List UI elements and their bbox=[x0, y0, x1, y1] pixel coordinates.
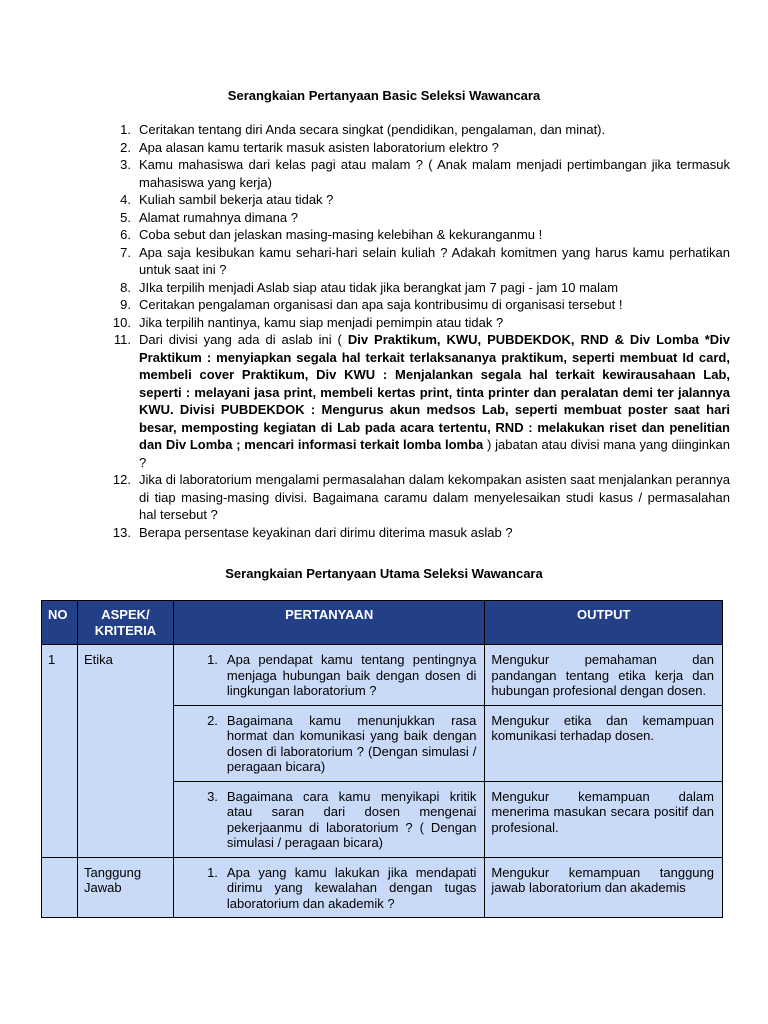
cell-question bbox=[173, 645, 485, 706]
item-text: Coba sebut dan jelaskan masing-masing kelebihan & kekuranganmu ! bbox=[139, 227, 543, 242]
item-number: 9. bbox=[120, 297, 131, 312]
item-text: JIka terpilih menjadi Aslab siap atau tidak jika berangkat jam 7 pagi - jam 10 malam bbox=[139, 279, 619, 295]
question-number: 1. bbox=[207, 864, 218, 880]
item-number: 2. bbox=[120, 139, 131, 155]
list-item bbox=[38, 226, 730, 244]
cell-question bbox=[173, 781, 485, 857]
table-row bbox=[42, 857, 723, 918]
cell-aspek: Etika bbox=[77, 645, 173, 858]
item-number: 11. bbox=[113, 332, 131, 347]
item-text-bold: Div Praktikum, KWU, PUBDEKDOK, RND & Div Lomba *Div Praktikum : menyiapkan segala hal terkait terlaksananya praktikum, seperti membuat Id card, membeli cover Praktikum, Div KWU : Menjalankan segala hal terkait kewirausahaan Lab, seperti : melayani jasa print, membeli kertas print, tinta printer dan peralatan demi ter jalannya KWU. Divisi PUBDEKDOK : Mengurus akun medsos Lab, seperti membuat poster saat hari besar, memposting kegiatan di Lab pada acara tertentu, RND : melakukan riset dan penelitian dan Div Lomba ; mencari informasi terkait lomba lomba bbox=[139, 332, 730, 452]
list-item bbox=[38, 296, 730, 314]
list-item bbox=[38, 191, 730, 209]
item-number: 6. bbox=[120, 227, 131, 242]
header-aspek: ASPEK/ KRITERIA bbox=[77, 601, 173, 645]
table-header-row bbox=[42, 601, 723, 645]
item-text: Alamat rumahnya dimana ? bbox=[139, 209, 298, 225]
list-item bbox=[38, 244, 730, 279]
list-item bbox=[38, 314, 730, 332]
item-number: 8. bbox=[120, 279, 131, 295]
main-questions-title: Serangkaian Pertanyaan Utama Seleksi Wawancara bbox=[225, 566, 543, 581]
list-item bbox=[38, 121, 730, 139]
list-item bbox=[38, 524, 730, 542]
basic-questions-list bbox=[38, 121, 730, 541]
item-text-pre: Dari divisi yang ada di aslab ini ( bbox=[139, 332, 348, 347]
list-item bbox=[38, 471, 730, 524]
cell-output: Mengukur kemampuan tanggung jawab laboratorium dan akademis bbox=[485, 857, 723, 918]
list-item bbox=[38, 156, 730, 191]
question-number: 1. bbox=[207, 652, 218, 667]
question-text: Apa yang kamu lakukan jika mendapati dirimu yang kewalahan dengan tugas laboratorium dan akademik ? bbox=[226, 864, 477, 911]
item-number: 10. bbox=[112, 314, 131, 330]
list-item bbox=[38, 209, 730, 227]
cell-question bbox=[173, 857, 485, 918]
cell-no bbox=[42, 857, 78, 918]
item-number: 13. bbox=[112, 524, 131, 540]
question-number: 2. bbox=[207, 712, 218, 728]
question-text: Bagaimana cara kamu menyikapi kritik atau saran dari dosen mengenai pekerjaanmu di laboratorium ? ( Dengan simulasi / peragaan bicara) bbox=[226, 788, 477, 850]
question-text: Bagaimana kamu menunjukkan rasa hormat dan komunikasi yang baik dengan dosen di laboratorium ? (Dengan simulasi / peragaan bicara) bbox=[226, 712, 477, 774]
basic-questions-title: Serangkaian Pertanyaan Basic Seleksi Wawancara bbox=[227, 88, 541, 103]
main-questions-table bbox=[41, 600, 723, 918]
item-number: 12. bbox=[112, 472, 131, 487]
list-item bbox=[38, 331, 730, 471]
header-no: NO bbox=[42, 601, 78, 645]
question-text: Apa pendapat kamu tentang pentingnya menjaga hubungan baik dengan dosen di lingkungan laboratorium ? bbox=[226, 652, 477, 698]
item-text: Ceritakan pengalaman organisasi dan apa saja kontribusimu di organisasi tersebut ! bbox=[139, 297, 623, 312]
item-text: Berapa persentase keyakinan dari dirimu diterima masuk aslab ? bbox=[139, 524, 513, 540]
cell-question bbox=[173, 705, 485, 781]
header-output: OUTPUT bbox=[485, 601, 723, 645]
header-pertanyaan: PERTANYAAN bbox=[173, 601, 485, 645]
table-row bbox=[42, 645, 723, 706]
item-text: Kuliah sambil bekerja atau tidak ? bbox=[139, 192, 334, 207]
item-text-post: ) jabatan atau divisi mana yang diinginkan ? bbox=[139, 437, 730, 470]
cell-no: 1 bbox=[42, 645, 78, 858]
item-text: Ceritakan tentang diri Anda secara singkat (pendidikan, pengalaman, dan minat). bbox=[139, 122, 606, 137]
item-number: 1. bbox=[120, 122, 131, 137]
item-text: Jika di laboratorium mengalami permasalahan dalam kekompakan asisten saat menjalankan perannya di tiap masing-masing divisi. Bagaimana caramu dalam menyelesaikan studi kasus / permasalahan hal tersebut ? bbox=[139, 472, 730, 522]
item-text: Jika terpilih nantinya, kamu siap menjadi pemimpin atau tidak ? bbox=[139, 314, 504, 330]
item-text: Apa saja kesibukan kamu sehari-hari selain kuliah ? Adakah komitmen yang harus kamu perhatikan untuk saat ini ? bbox=[139, 244, 730, 277]
item-number: 3. bbox=[120, 157, 131, 172]
item-text: Kamu mahasiswa dari kelas pagi atau malam ? ( Anak malam menjadi pertimbangan jika termasuk mahasiswa yang kerja) bbox=[139, 157, 730, 190]
list-item bbox=[38, 279, 730, 297]
cell-output: Mengukur pemahaman dan pandangan tentang etika kerja dan hubungan profesional dengan dosen. bbox=[485, 645, 723, 706]
cell-aspek: Tanggung Jawab bbox=[77, 857, 173, 918]
question-number: 3. bbox=[207, 788, 218, 804]
cell-output: Mengukur kemampuan dalam menerima masukan secara positif dan profesional. bbox=[485, 781, 723, 857]
item-number: 7. bbox=[120, 244, 131, 260]
list-item bbox=[38, 139, 730, 157]
item-number: 5. bbox=[120, 209, 131, 225]
item-text: Apa alasan kamu tertarik masuk asisten laboratorium elektro ? bbox=[139, 139, 499, 155]
cell-output: Mengukur etika dan kemampuan komunikasi terhadap dosen. bbox=[485, 705, 723, 781]
item-number: 4. bbox=[120, 192, 131, 207]
